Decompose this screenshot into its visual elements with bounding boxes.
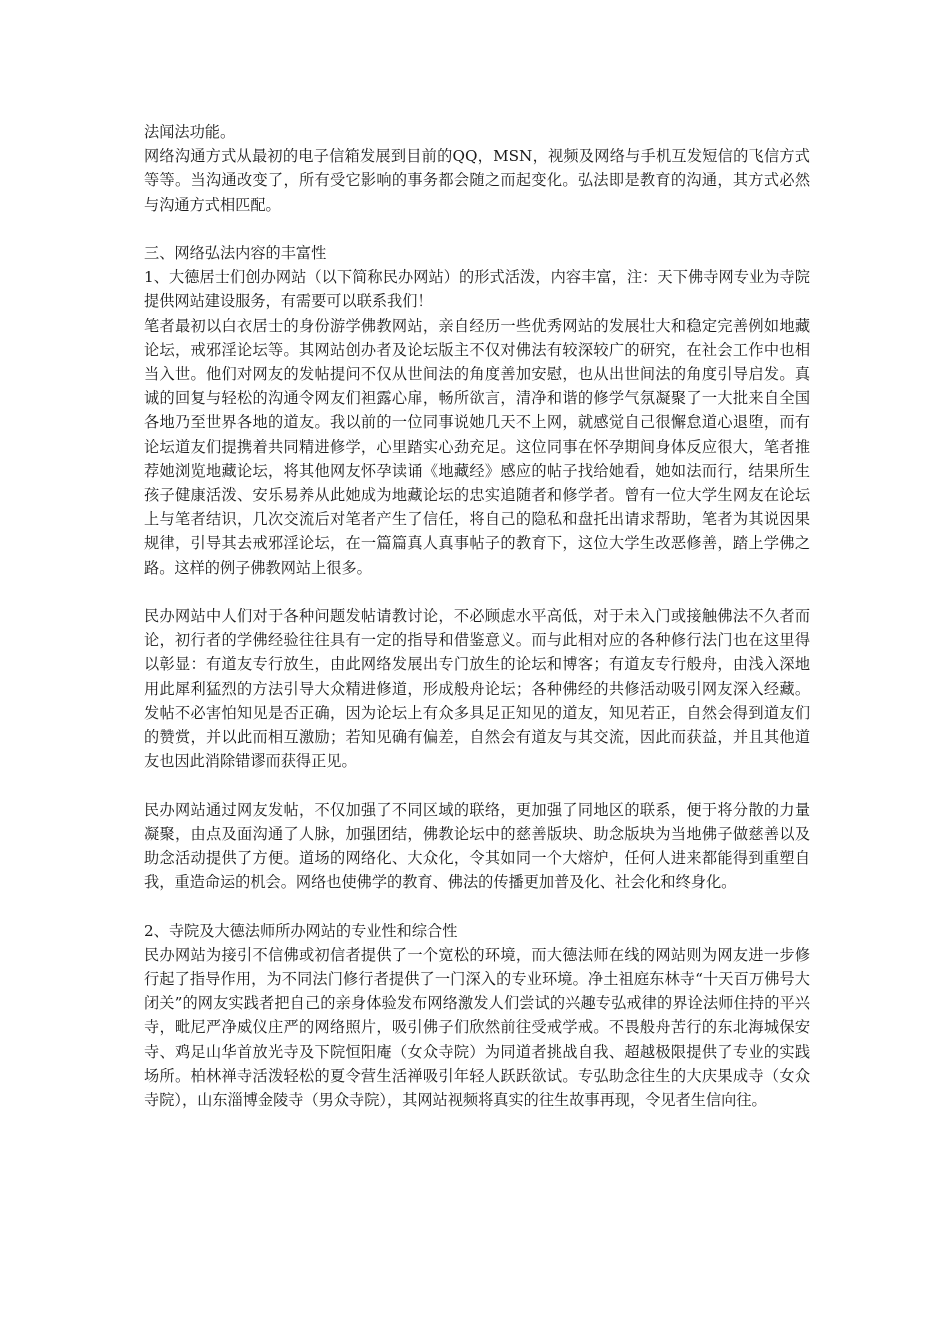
- paragraph-temple-websites: 民办网站为接引不信佛或初信者提供了一个宽松的环境，而大德法师在线的网站则为网友进一步修行起了指导作用，为不同法门修行者提供了一门深入的专业环境。净土祖庭东林寺“十天百万佛号大闭关”的网友实践者把自己的亲身体验发布网络激发人们尝试的兴趣专弘戒律的界诠法师住持的平兴寺，毗尼严净威仪庄严的网络照片，吸引佛子们欣然前往受戒学戒。不畏般舟苦行的东北海城保安寺、鸡足山华首放光寺及下院恒阳庵（女众寺院）为同道者挑战自我、超越极限提供了专业的实践场所。柏林禅寺活泼轻松的夏令营生活禅吸引年轻人跃跃欲试。专弘助念往生的大庆果成寺（女众寺院），山东淄博金陵寺（男众寺院），其网站视频将真实的往生故事再现，令见者生信向往。: [144, 945, 810, 1110]
- subsection-heading-1: 1、大德居士们创办网站（以下简称民办网站）的形式活泼，内容丰富，注：天下佛寺网专业为寺院提供网站建设服务，有需要可以联系我们！: [144, 268, 810, 311]
- section-heading-3: 三、网络弘法内容的丰富性: [144, 244, 327, 262]
- paragraph-community: 民办网站通过网友发帖，不仅加强了不同区域的联络，更加强了同地区的联系，便于将分散的力量凝聚，由点及面沟通了人脉，加强团结，佛教论坛中的慈善版块、助念版块为当地佛子做慈善以及助念活动提供了方便。道场的网络化、大众化，令其如同一个大熔炉，任何人进来都能得到重塑自我，重造命运的机会。网络也使佛学的教育、佛法的传播更加普及化、社会化和终身化。: [144, 800, 810, 892]
- paragraph-spacer: [144, 894, 810, 918]
- paragraph-continuation: 法闻法功能。: [144, 123, 236, 141]
- paragraph-spacer: [144, 217, 810, 241]
- paragraph-author-experience: 笔者最初以白衣居士的身份游学佛教网站，亲自经历一些优秀网站的发展壮大和稳定完善例如地藏论坛，戒邪淫论坛等。其网站创办者及论坛版主不仅对佛法有较深较广的研究，在社会工作中也相当入世。他们对网友的发帖提问不仅从世间法的角度善加安慰，也从出世间法的角度引导启发。真诚的回复与轻松的沟通令网友们袒露心扉，畅所欲言，清净和谐的修学气氛凝聚了一大批来自全国各地乃至世界各地的道友。我以前的一位同事说她几天不上网，就感觉自己很懈怠道心退堕，而有论坛道友们提携着共同精进修学，心里踏实心劲充足。这位同事在怀孕期间身体反应很大，笔者推荐她浏览地藏论坛，将其他网友怀孕读诵《地藏经》感应的帖子找给她看，她如法而行，结果所生孩子健康活泼、安乐易养从此她成为地藏论坛的忠实追随者和修学者。曾有一位大学生网友在论坛上与笔者结识，几次交流后对笔者产生了信任，将自己的隐私和盘托出请求帮助，笔者为其说因果规律，引导其去戒邪淫论坛，在一篇篇真人真事帖子的教育下，这位大学生改恶修善，踏上学佛之路。这样的例子佛教网站上很多。: [144, 316, 810, 577]
- paragraph-spacer: [144, 580, 810, 604]
- paragraph-discussion: 民办网站中人们对于各种问题发帖请教讨论，不必顾虑水平高低，对于未入门或接触佛法不久者而论，初行者的学佛经验往往具有一定的指导和借鉴意义。而与此相对应的各种修行法门也在这里得以彰显：有道友专行放生，由此网络发展出专门放生的论坛和博客；有道友专行般舟，由浅入深地用此犀利猛烈的方法引导大众精进修道，形成般舟论坛；各种佛经的共修活动吸引网友深入经藏。发帖不必害怕知见是否正确，因为论坛上有众多具足正知见的道友，知见若正，自然会得到道友们的赞赏，并以此而相互激励；若知见确有偏差，自然会有道友与其交流，因此而获益，并且其他道友也因此消除错谬而获得正见。: [144, 607, 810, 771]
- document-body: [144, 120, 810, 1112]
- paragraph-spacer: [144, 773, 810, 797]
- subsection-heading-2: 2、寺院及大德法师所办网站的专业性和综合性: [144, 921, 458, 940]
- paragraph-communication-methods: 网络沟通方式从最初的电子信箱发展到目前的QQ，MSN，视频及网络与手机互发短信的飞信方式等等。当沟通改变了，所有受它影响的事务都会随之而起变化。弘法即是教育的沟通，其方式必然与沟通方式相匹配。: [144, 147, 810, 214]
